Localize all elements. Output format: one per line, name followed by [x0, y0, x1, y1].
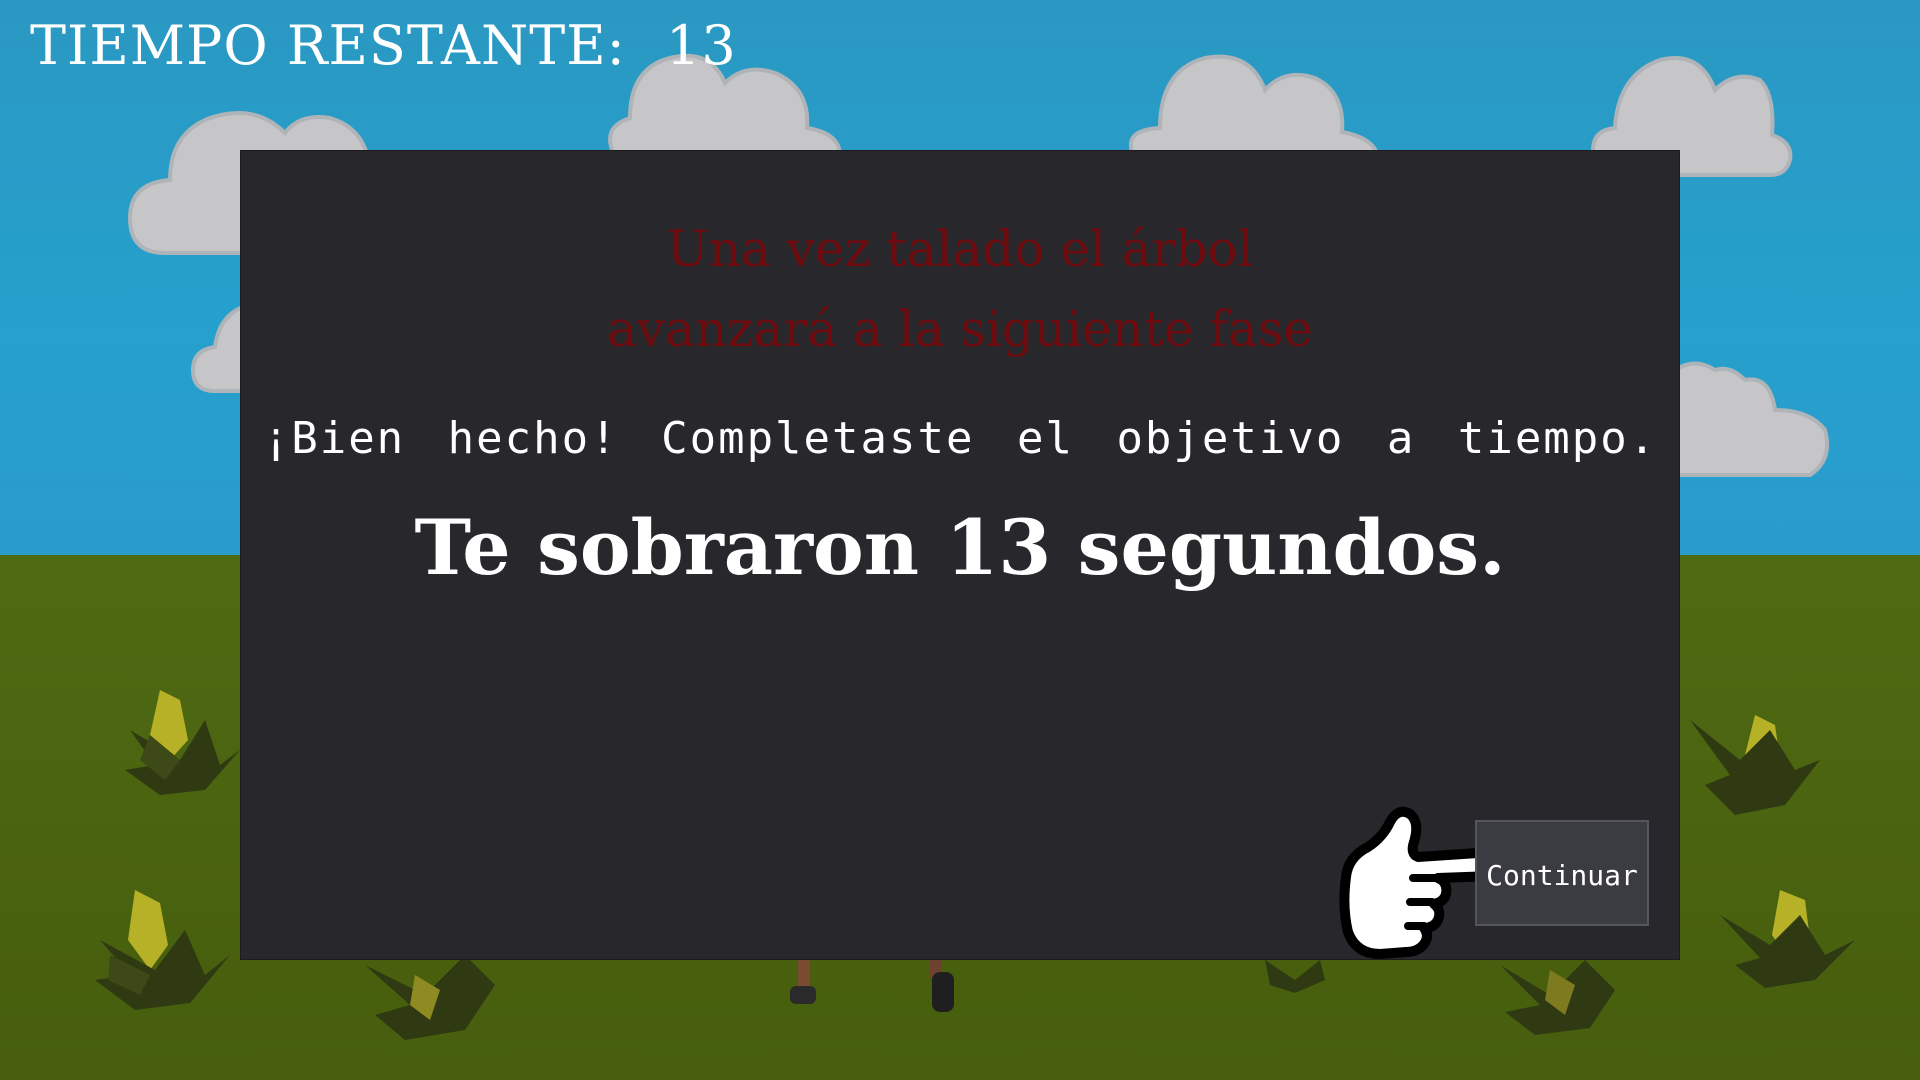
bush	[110, 680, 250, 800]
hint-line-1: Una vez talado el árbol	[666, 220, 1254, 278]
bush	[1490, 950, 1630, 1040]
player-character	[780, 958, 970, 1014]
continue-button-label: Continuar	[1486, 858, 1638, 892]
next-phase-hint	[241, 209, 1679, 369]
cloud	[1675, 355, 1830, 480]
bush	[1265, 955, 1325, 995]
success-message: ¡Bien hecho! Completaste el objetivo a tiempo.	[262, 413, 1658, 464]
bush	[1710, 880, 1860, 990]
bush	[355, 945, 515, 1045]
hint-line-2: avanzará a la siguiente fase	[606, 300, 1313, 358]
time-left-message: Te sobraron 13 segundos.	[414, 503, 1506, 592]
cloud	[1120, 50, 1380, 160]
bush	[1685, 700, 1825, 820]
continue-button[interactable]	[1475, 820, 1649, 926]
time-remaining-label: TIEMPO RESTANTE:	[30, 14, 626, 77]
time-remaining-value: 13	[666, 14, 737, 77]
bush	[90, 885, 240, 1015]
time-remaining-display	[30, 14, 737, 77]
